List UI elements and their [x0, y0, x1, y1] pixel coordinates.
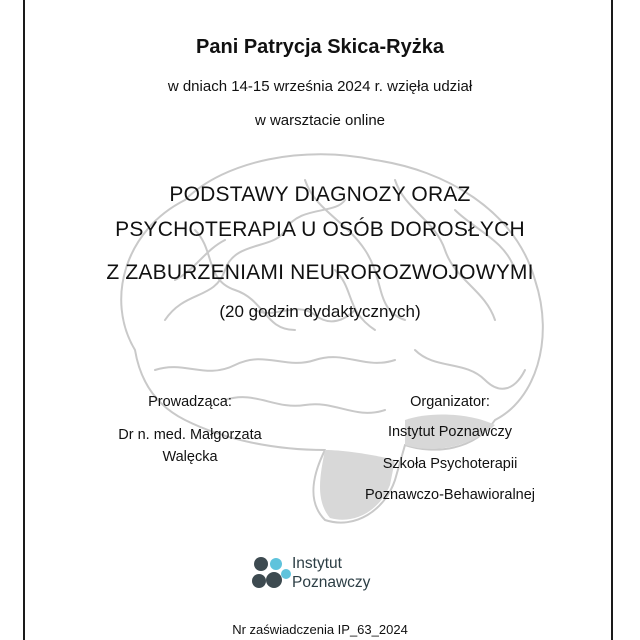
course-title-line-2: PSYCHOTERAPIA U OSÓB DOROSŁYCH	[115, 218, 525, 241]
leader-name-line-1: Dr n. med. Małgorzata	[118, 427, 262, 443]
event-type-line: w warsztacie online	[254, 112, 386, 129]
organizer-logo	[248, 552, 398, 596]
organizer-line-2: Szkoła Psychoterapii	[382, 456, 518, 472]
recipient-name: Pani Patrycja Skica-Ryżka	[196, 36, 444, 58]
leader-label: Prowadząca:	[148, 394, 232, 410]
leader-name	[90, 424, 290, 468]
certificate-number: Nr zaświadczenia IP_63_2024	[232, 622, 408, 637]
participation-line: w dniach 14-15 września 2024 r. wzięła udział	[167, 78, 473, 95]
logo-wordmark-line-1: Instytut	[292, 555, 342, 572]
course-title-line-1: PODSTAWY DIAGNOZY ORAZ	[169, 183, 471, 206]
leader-name-line-2: Walęcka	[162, 449, 218, 465]
molecule-logo-icon	[248, 552, 292, 596]
course-title-line-3: Z ZABURZENIAMI NEUROROZWOJOWYMI	[106, 261, 534, 284]
course-hours: (20 godzin dydaktycznych)	[219, 302, 421, 321]
organizer-label: Organizator:	[410, 394, 490, 410]
logo-wordmark-line-2: Poznawczy	[292, 574, 371, 591]
logo-wordmark	[292, 554, 370, 592]
organizer-line-3: Poznawczo-Behawioralnej	[364, 487, 536, 503]
organizer-line-1: Instytut Poznawczy	[387, 424, 513, 440]
